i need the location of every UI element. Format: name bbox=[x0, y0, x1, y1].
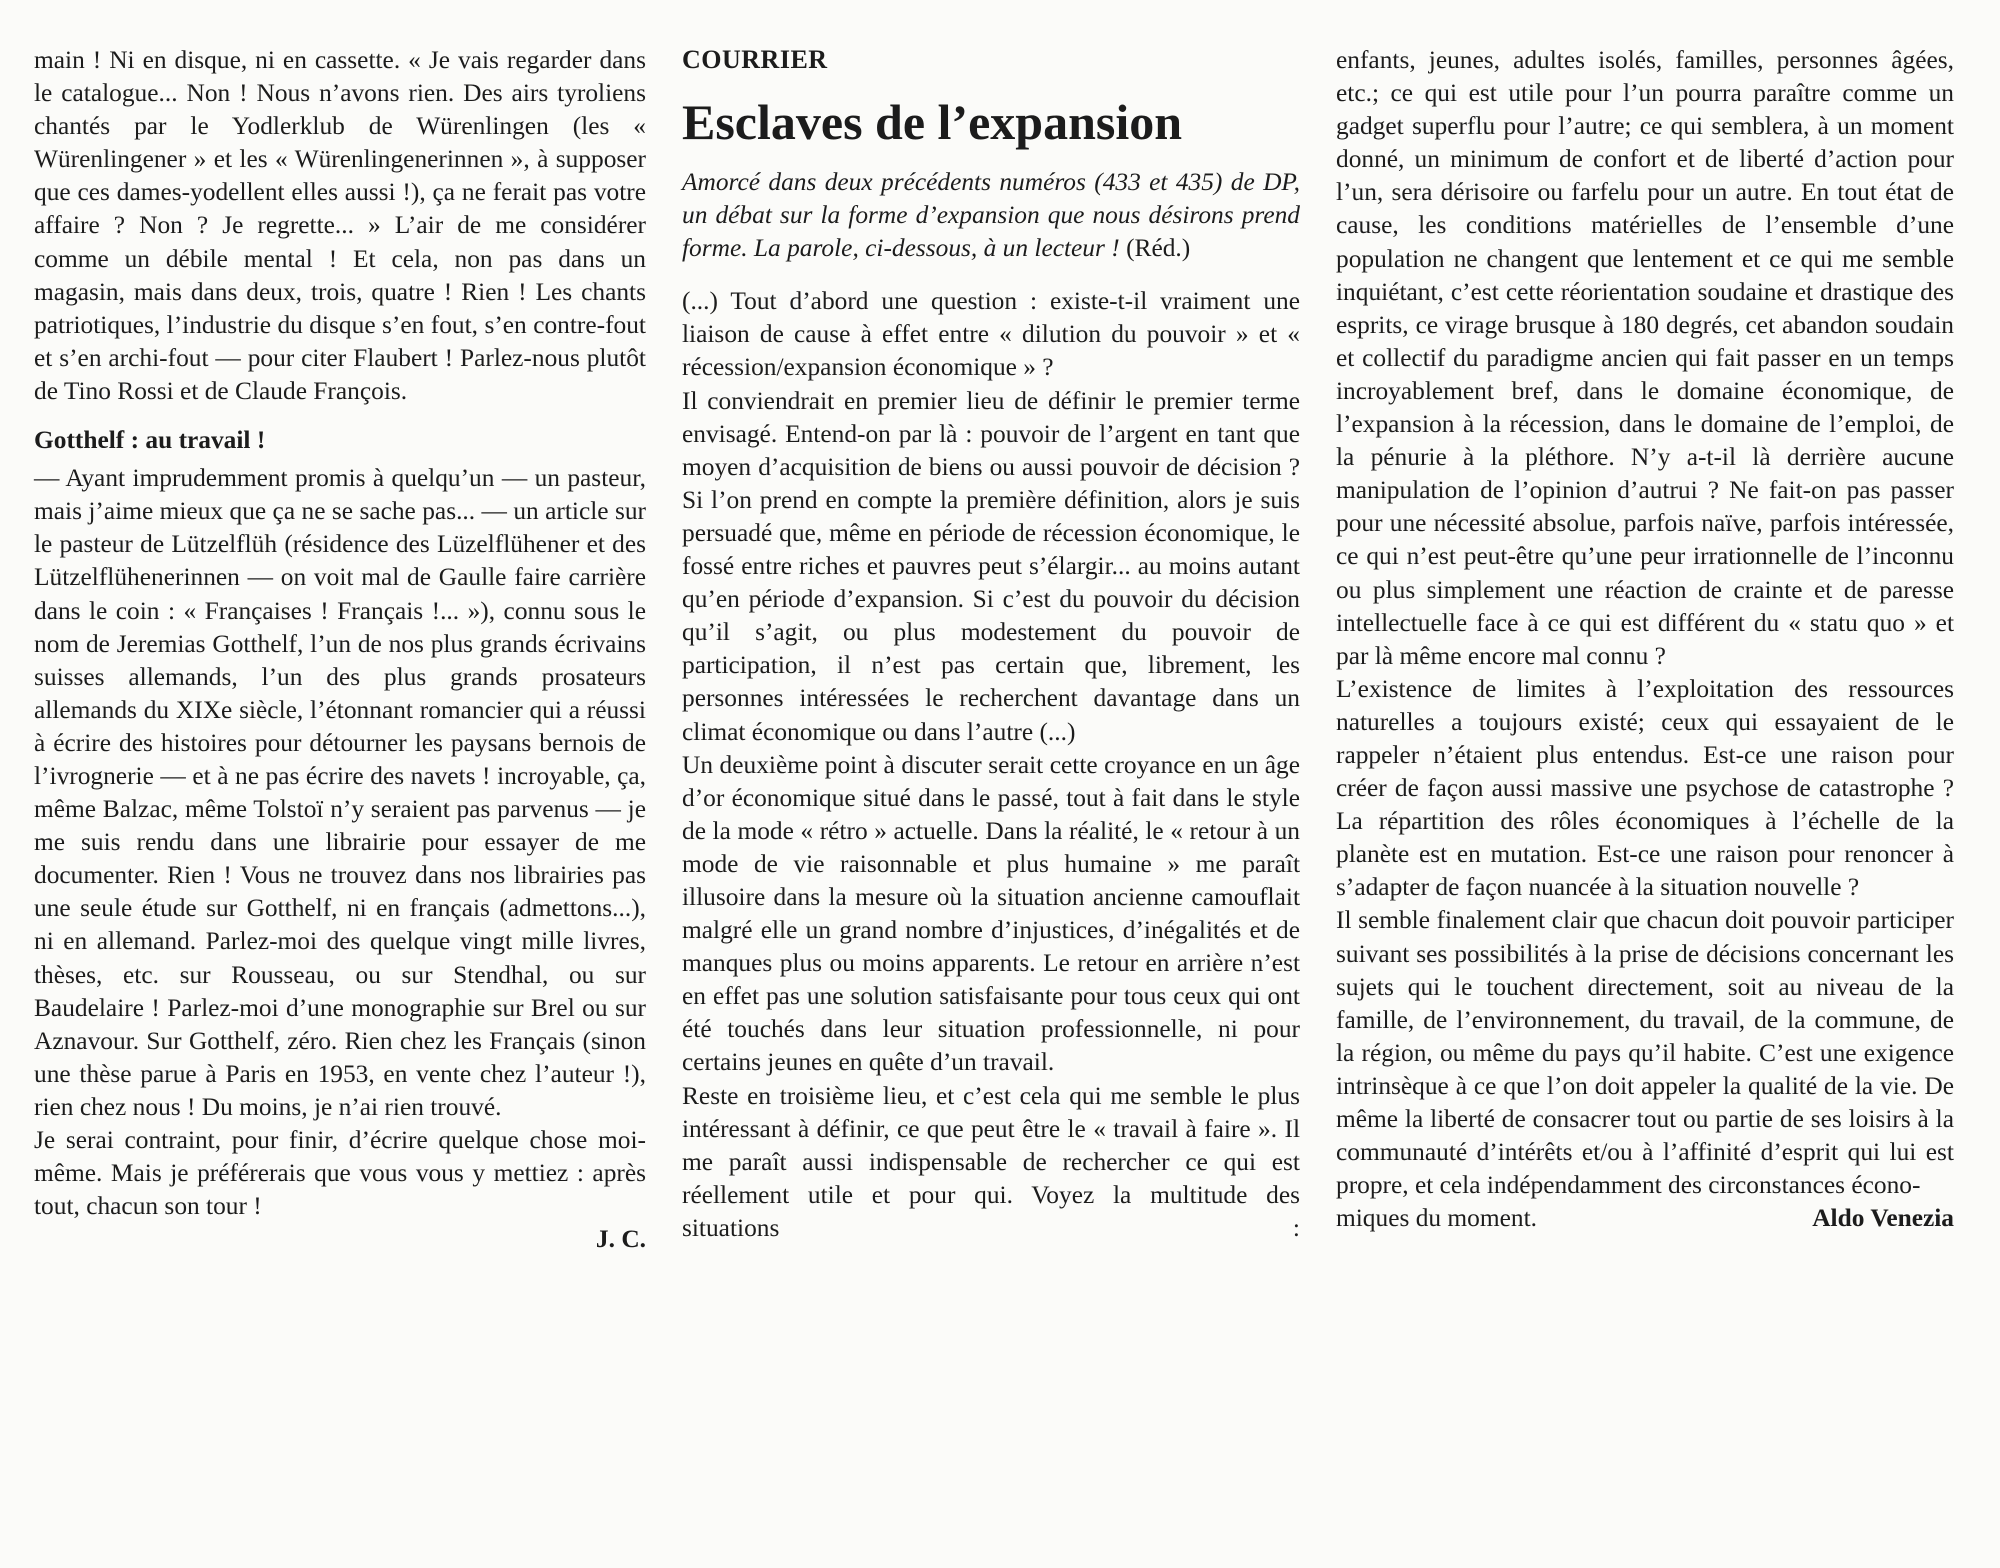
paragraph: (...) Tout d’abord une question : existe-t-il vraiment une liaison de cause à effet entre « dilution du pouvoir » et « récession/expansion économique » ? bbox=[682, 287, 1300, 382]
paragraph: Un deuxième point à discuter serait cette croyance en un âge d’or économique situé dans le passé, tout à fait dans le style de la mode « rétro » actuelle. Dans la réalité, le « retour à un mode de vie raisonnable et plus humaine » me paraît illusoire dans la mesure où la situation ancienne camouflait malgré elle un grand nombre d’injustices, d’inégalités et de manques plus ou moins apparents. Le retour en arrière n’est en effet pas une solution satisfaisante pour tous ceux qui ont été touchés dans leur situation professionnelle, ni pour certains jeunes en quête d’un travail. bbox=[682, 750, 1300, 1077]
signature: J. C. bbox=[595, 1225, 646, 1254]
paragraph: Reste en troisième lieu, et c’est cela qui me semble le plus intéressant à définir, ce que peut être le « travail à faire ». Il me paraît aussi indispensable de rechercher ce qui est réellement utile et pour qui. Voyez la multitude des situations : bbox=[682, 1081, 1300, 1242]
subheading: Gotthelf : au travail ! bbox=[34, 426, 266, 455]
paragraph: Je serai contraint, pour finir, d’écrire quelque chose moi-même. Mais je préférerais que vous vous y mettiez : après tout, chacun son tour ! bbox=[34, 1126, 646, 1221]
paragraph: main ! Ni en disque, ni en cassette. « Je vais regarder dans le catalogue... Non ! Nous n’avons rien. Des airs tyroliens chantés par le Yodlerklub de Würenlingen (les « Würenlingener » et les « Würenlingenerinnen », à supposer que ces dames-yodellent elles aussi !), ça ne ferait pas votre affaire ? Non ? Je regrette... » L’air de me considérer comme un débile mental ! Et cela, non pas dans un magasin, mais dans deux, trois, quatre ! Rien ! Les chants patriotiques, l’industrie du disque s’en fout, s’en contre-fout et s’en archi-fout — pour citer Flaubert ! Parlez-nous plutôt de Tino Rossi et de Claude François. bbox=[34, 46, 646, 405]
column-middle bbox=[682, 44, 1300, 1245]
section-rubric: COURRIER bbox=[682, 45, 828, 74]
article-title: Esclaves de l’expansion bbox=[682, 94, 1183, 150]
closing-line bbox=[1336, 1202, 1954, 1235]
editorial-note: (Réd.) bbox=[1126, 234, 1191, 263]
closing-text: miques du moment. bbox=[1336, 1204, 1537, 1233]
column-right bbox=[1336, 44, 1954, 1235]
paragraph: L’existence de limites à l’exploitation des ressources naturelles a toujours existé; ceux qui essayaient de le rappeler n’étaient plus entendus. Est-ce une raison pour créer de façon aussi massive une psychose de catastrophe ? La répartition des rôles économiques à l’échelle de la planète est en mutation. Est-ce une raison pour renoncer à s’adapter de façon nuancée à la situation nouvelle ? bbox=[1336, 674, 1954, 902]
article-standfirst bbox=[682, 166, 1300, 265]
column-left bbox=[34, 44, 646, 1256]
signature: Aldo Venezia bbox=[1812, 1204, 1954, 1233]
paragraph: enfants, jeunes, adultes isolés, familles, personnes âgées, etc.; ce qui est utile pour l’un pourra paraître comme un gadget superflu pour l’autre; ce qui semblera, à un moment donné, un minimum de confort et de liberté d’action pour l’un, sera dérisoire ou farfelu pour un autre. En tout état de cause, les conditions matérielles de l’ensemble d’une population ne changent que lentement et ce qui me semble inquiétant, c’est cette réorientation soudaine et drastique des esprits, ce virage brusque à 180 degrés, cet abandon soudain et collectif du paradigme ancien qui fait passer en un temps incroyablement bref, dans le domaine économique, de l’expansion à la récession, dans le domaine de l’emploi, de la pénurie à la pléthore. N’y a-t-il là derrière aucune manipulation de l’opinion d’autrui ? Ne fait-on pas passer pour une nécessité absolue, parfois naïve, parfois intéressée, ce qui n’est peut-être qu’une peur irrationnelle de l’inconnu ou plus simplement une réaction de crainte et de paresse intellectuelle face à ce qui est différent du « statu quo » et par là même encore mal connu ? bbox=[1336, 46, 1954, 670]
paragraph: Il semble finalement clair que chacun doit pouvoir participer suivant ses possibilités à la prise de décisions concernant les sujets qui le touchent directement, soit au niveau de la famille, de l’environnement, du travail, de la commune, de la région, ou même du pays qu’il habite. C’est une exigence intrinsèque à ce que l’on doit appeler la qualité de la vie. De même la liberté de consacrer tout ou partie de ses loisirs à la communauté d’intérêts et/ou à l’affinité d’esprit qui lui est propre, et cela indépendamment des circonstances écono- bbox=[1336, 906, 1954, 1200]
paragraph: Il conviendrait en premier lieu de définir le premier terme envisagé. Entend-on par là : pouvoir de l’argent en tant que moyen d’acquisition de biens ou aussi pouvoir de décision ? Si l’on prend en compte la première définition, alors je suis persuadé que, même en période de récession économique, le fossé entre riches et pauvres peut s’élargir... au moins autant qu’en période d’expansion. Si c’est du pouvoir du décision qu’il s’agit, ou plus modestement du pouvoir de participation, il n’est pas certain que, librement, les personnes intéressées le recherchent davantage dans un climat économique ou dans l’autre (...) bbox=[682, 386, 1300, 746]
standfirst-text: Amorcé dans deux précédents numéros (433 et 435) de DP, un débat sur la forme d’expansion que nous désirons prend forme. La parole, ci-dessous, à un lecteur ! bbox=[682, 168, 1300, 263]
paragraph: — Ayant imprudemment promis à quelqu’un — un pasteur, mais j’aime mieux que ça ne se sache pas... — un article sur le pasteur de Lützelflüh (résidence des Lüzelflühener et des Lützelflühenerinnen — on voit mal de Gaulle faire carrière dans le coin : « Françaises ! Français !... »), connu sous le nom de Jeremias Gotthelf, l’un de nos plus grands écrivains suisses allemands, l’un des plus grands prosateurs allemands du XIXe siècle, l’étonnant romancier qui a réussi à écrire des histoires pour détourner les paysans bernois de l’ivrognerie — et à ne pas écrire des navets ! incroyable, ça, même Balzac, même Tolstoï n’y seraient pas parvenus — je me suis rendu dans une librairie pour essayer de me documenter. Rien ! Vous ne trouvez dans nos librairies pas une seule étude sur Gotthelf, ni en français (admettons...), ni en allemand. Parlez-moi des quelque vingt mille livres, thèses, etc. sur Rousseau, ou sur Stendhal, ou sur Baudelaire ! Parlez-moi d’une monographie sur Brel ou sur Aznavour. Sur Gotthelf, zéro. Rien chez les Français (sinon une thèse parue à Paris en 1953, en vente chez l’auteur !), rien chez nous ! Du moins, je n’ai rien trouvé. bbox=[34, 464, 646, 1121]
